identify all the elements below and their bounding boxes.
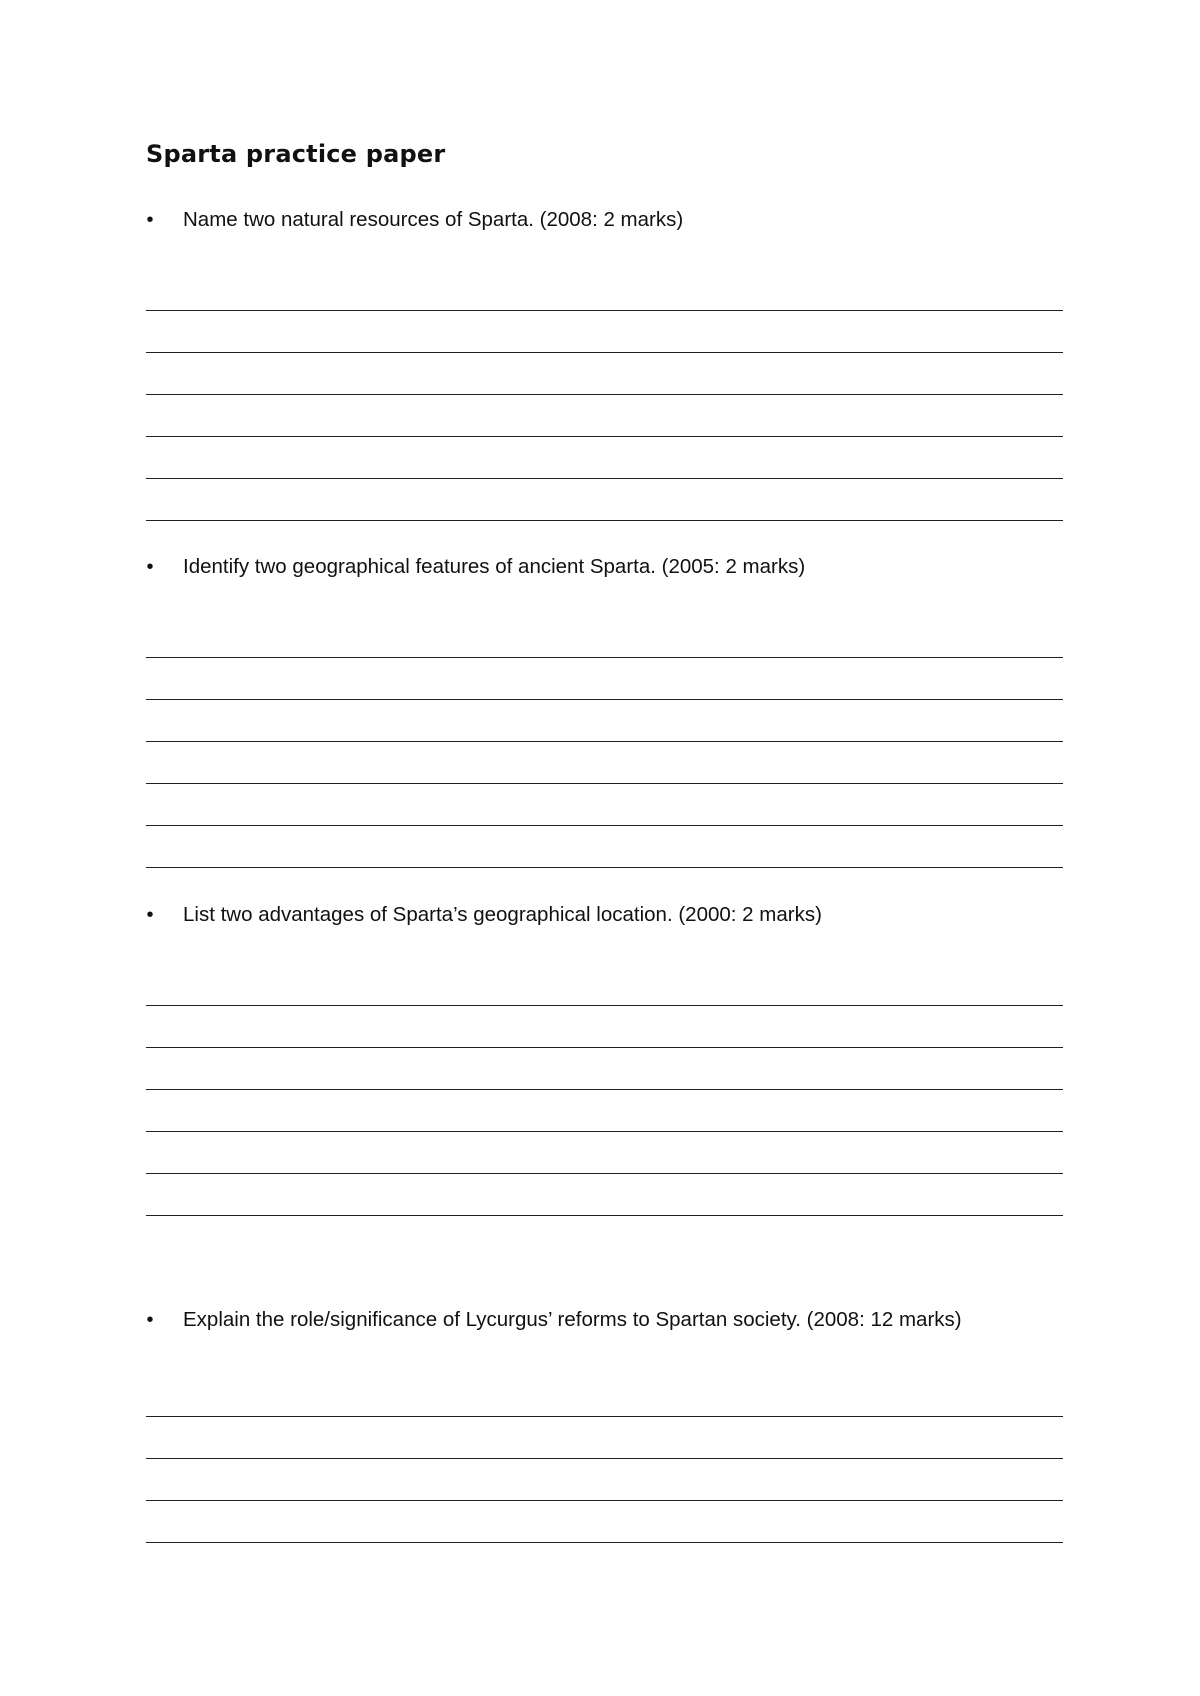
question-label: Identify two geographical features of ancient Sparta. (2005: 2 marks): [183, 555, 806, 578]
answer-line[interactable]: [146, 783, 1063, 784]
answer-line[interactable]: [146, 436, 1063, 437]
bullet-icon: •: [146, 209, 154, 231]
question-label: Explain the role/significance of Lycurgus’ reforms to Spartan society. (2008: 12 marks): [183, 1308, 962, 1331]
answer-line[interactable]: [146, 741, 1063, 742]
answer-line[interactable]: [146, 657, 1063, 658]
bullet-icon: •: [146, 904, 154, 926]
answer-line[interactable]: [146, 1131, 1063, 1132]
answer-line[interactable]: [146, 1089, 1063, 1090]
question-text-row: [146, 206, 1066, 234]
answer-line[interactable]: [146, 825, 1063, 826]
answer-line[interactable]: [146, 1416, 1063, 1417]
question-label: List two advantages of Sparta’s geographical location. (2000: 2 marks): [183, 903, 822, 926]
question-text-row: [146, 901, 1066, 929]
answer-line[interactable]: [146, 394, 1063, 395]
bullet-icon: •: [146, 556, 154, 578]
answer-line[interactable]: [146, 699, 1063, 700]
answer-line[interactable]: [146, 1500, 1063, 1501]
answer-line[interactable]: [146, 520, 1063, 521]
answer-line[interactable]: [146, 1542, 1063, 1543]
answer-line[interactable]: [146, 867, 1063, 868]
answer-line[interactable]: [146, 1047, 1063, 1048]
question-item: [146, 901, 1066, 929]
answer-line[interactable]: [146, 478, 1063, 479]
answer-line[interactable]: [146, 352, 1063, 353]
question-item: [146, 1306, 1066, 1334]
question-text-row: [146, 1306, 1066, 1334]
page-title: Sparta practice paper: [146, 140, 446, 168]
question-text-row: [146, 553, 1066, 581]
answer-line[interactable]: [146, 1215, 1063, 1216]
answer-line[interactable]: [146, 1173, 1063, 1174]
answer-line[interactable]: [146, 1458, 1063, 1459]
question-item: [146, 553, 1066, 581]
answer-line[interactable]: [146, 1005, 1063, 1006]
question-label: Name two natural resources of Sparta. (2008: 2 marks): [183, 208, 684, 231]
answer-line[interactable]: [146, 310, 1063, 311]
question-item: [146, 206, 1066, 234]
bullet-icon: •: [146, 1309, 154, 1331]
